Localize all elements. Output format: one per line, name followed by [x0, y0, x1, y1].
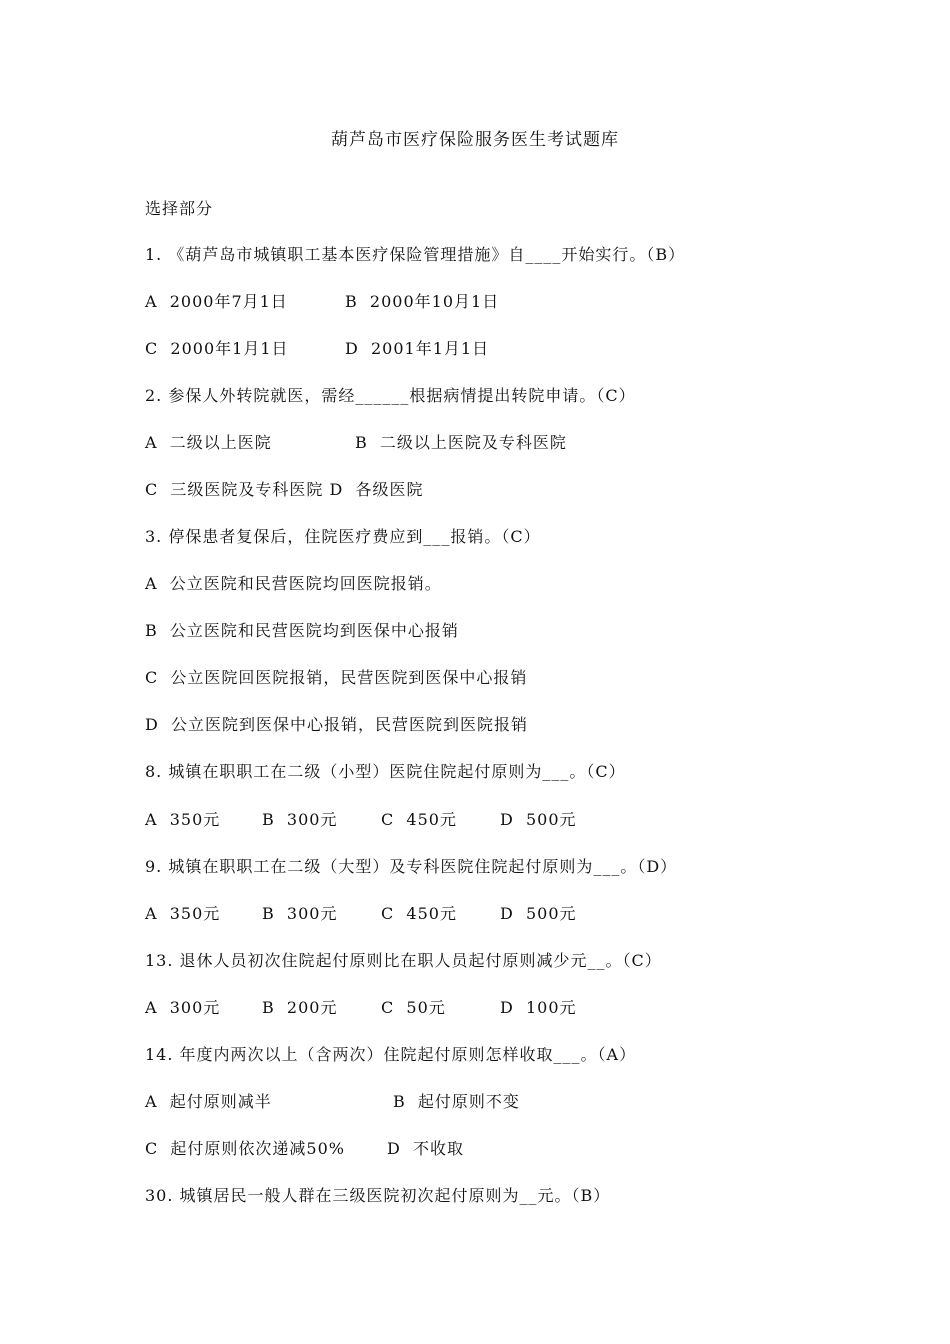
q1-option-a: A 2000年7月1日 [145, 292, 288, 311]
q13-option-b: B 200元 [262, 998, 338, 1017]
q8-option-b: B 300元 [262, 810, 338, 829]
q3-option-c: C 公立医院回医院报销，民营医院到医保中心报销 [145, 668, 528, 687]
q9-option-d: D 500元 [500, 904, 577, 923]
q2-option-a: A 二级以上医院 [145, 433, 272, 452]
question-1: 1. 《葫芦岛市城镇职工基本医疗保险管理措施》自____开始实行。（B） [145, 245, 686, 264]
question-3: 3. 停保患者复保后，住院医疗费应到___报销。（C） [145, 527, 541, 546]
q14-option-c: C 起付原则依次递减50% [145, 1139, 345, 1158]
q2-option-b: B 二级以上医院及专科医院 [355, 433, 567, 452]
question-9: 9. 城镇在职职工在二级（大型）及专科医院住院起付原则为___。（D） [145, 857, 678, 876]
question-14: 14. 年度内两次以上（含两次）住院起付原则怎样收取___。（A） [145, 1045, 637, 1064]
q2-option-cd: C 三级医院及专科医院 D 各级医院 [145, 480, 424, 499]
document-title: 葫芦岛市医疗保险服务医生考试题库 [331, 130, 619, 150]
section-heading: 选择部分 [145, 199, 214, 218]
q8-option-a: A 350元 [145, 810, 221, 829]
q3-option-a: A 公立医院和民营医院均回医院报销。 [145, 574, 442, 593]
q14-option-b: B 起付原则不变 [393, 1092, 520, 1111]
q9-option-a: A 350元 [145, 904, 221, 923]
question-13: 13. 退休人员初次住院起付原则比在职人员起付原则减少元__。（C） [145, 951, 662, 970]
q13-option-c: C 50元 [381, 998, 446, 1017]
q13-option-d: D 100元 [500, 998, 577, 1017]
q13-option-a: A 300元 [145, 998, 221, 1017]
q14-option-d: D 不收取 [387, 1139, 465, 1158]
question-30: 30. 城镇居民一般人群在三级医院初次起付原则为__元。（B） [145, 1186, 611, 1205]
question-2: 2. 参保人外转院就医，需经______根据病情提出转院申请。（C） [145, 386, 636, 405]
q9-option-c: C 450元 [381, 904, 457, 923]
q8-option-c: C 450元 [381, 810, 457, 829]
q9-option-b: B 300元 [262, 904, 338, 923]
q14-option-a: A 起付原则减半 [145, 1092, 272, 1111]
q3-option-d: D 公立医院到医保中心报销，民营医院到医院报销 [145, 715, 529, 734]
q1-option-b: B 2000年10月1日 [345, 292, 500, 311]
q3-option-b: B 公立医院和民营医院均到医保中心报销 [145, 621, 459, 640]
q1-option-d: D 2001年1月1日 [345, 339, 490, 358]
q8-option-d: D 500元 [500, 810, 577, 829]
question-8: 8. 城镇在职职工在二级（小型）医院住院起付原则为___。（C） [145, 762, 626, 781]
q1-option-c: C 2000年1月1日 [145, 339, 289, 358]
